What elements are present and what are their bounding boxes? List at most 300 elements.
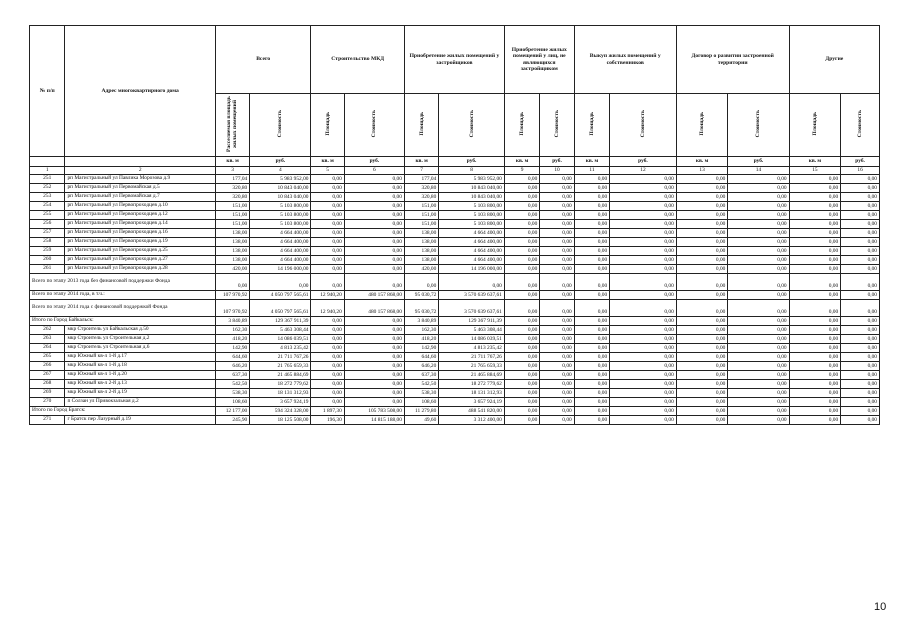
cell-value: 4 664 400,00 bbox=[439, 256, 505, 265]
cell-value: 3 570 639 637,61 bbox=[439, 300, 505, 317]
cell-value: 5 103 800,00 bbox=[439, 211, 505, 220]
unit-label: кв. м bbox=[676, 157, 728, 167]
cell-value: 418,20 bbox=[404, 335, 438, 344]
cell-value: 0,00 bbox=[504, 184, 539, 193]
cell-value: 0,00 bbox=[504, 229, 539, 238]
cell-value: 0,00 bbox=[504, 265, 539, 274]
cell-value: 0,00 bbox=[574, 416, 609, 425]
cell-value: 0,00 bbox=[676, 416, 728, 425]
cell-value: 0,00 bbox=[504, 335, 539, 344]
row-number: 265 bbox=[30, 353, 65, 362]
cell-value: 142,90 bbox=[404, 344, 438, 353]
cell-value: 0,00 bbox=[789, 398, 841, 407]
unit-label: руб. bbox=[610, 157, 677, 167]
cell-value: 0,00 bbox=[540, 398, 574, 407]
cell-value: 0,00 bbox=[841, 238, 880, 247]
cell-value: 0,00 bbox=[540, 256, 574, 265]
unit-label: кв. м bbox=[574, 157, 609, 167]
cell-value: 0,00 bbox=[789, 353, 841, 362]
cell-value: 138,00 bbox=[404, 256, 438, 265]
cell-value: 0,00 bbox=[574, 371, 609, 380]
row-address: Всего по этапу 2013 года без финансовой поддержки Фонда bbox=[30, 274, 216, 291]
cell-value: 0,00 bbox=[841, 380, 880, 389]
cell-value: 0,00 bbox=[215, 274, 249, 291]
cell-value: 151,00 bbox=[404, 202, 438, 211]
cell-value: 0,00 bbox=[789, 202, 841, 211]
table-row bbox=[30, 247, 880, 256]
table-row bbox=[30, 256, 880, 265]
subheader-area: Площадь bbox=[574, 94, 609, 157]
table-row bbox=[30, 265, 880, 274]
cell-value: 0,00 bbox=[676, 389, 728, 398]
cell-value: 637,30 bbox=[215, 371, 249, 380]
cell-value: 0,00 bbox=[574, 344, 609, 353]
cell-value: 4 050 797 565,61 bbox=[250, 291, 311, 300]
cell-value: 10 843 040,00 bbox=[250, 193, 311, 202]
cell-value: 0,00 bbox=[311, 265, 344, 274]
cell-value: 0,00 bbox=[728, 184, 789, 193]
cell-value: 0,00 bbox=[789, 220, 841, 229]
column-number: 14 bbox=[728, 167, 789, 175]
cell-value: 0,00 bbox=[676, 256, 728, 265]
cell-value: 0,00 bbox=[311, 184, 344, 193]
cell-value: 0,00 bbox=[676, 407, 728, 416]
cell-value: 0,00 bbox=[311, 211, 344, 220]
cell-value: 0,00 bbox=[540, 291, 574, 300]
cell-value: 0,00 bbox=[841, 389, 880, 398]
summary-row bbox=[30, 300, 880, 317]
cell-value: 0,00 bbox=[728, 371, 789, 380]
row-number: 270 bbox=[30, 398, 65, 407]
summary-row bbox=[30, 291, 880, 300]
cell-value: 0,00 bbox=[610, 291, 677, 300]
cell-value: 0,00 bbox=[841, 265, 880, 274]
cell-value: 0,00 bbox=[540, 175, 574, 184]
subheader-area: Площадь bbox=[676, 94, 728, 157]
cell-value: 0,00 bbox=[504, 238, 539, 247]
column-number: 7 bbox=[404, 167, 438, 175]
column-number: 10 bbox=[540, 167, 574, 175]
units-row bbox=[30, 157, 880, 167]
header-group-territory: Договор о развитии застроенной территории bbox=[676, 26, 789, 94]
cell-value: 0,00 bbox=[676, 398, 728, 407]
cell-value: 0,00 bbox=[789, 344, 841, 353]
row-address: г Братск пер Лазурный д.19 bbox=[65, 416, 215, 425]
cell-value: 0,00 bbox=[728, 407, 789, 416]
cell-value: 0,00 bbox=[344, 398, 404, 407]
cell-value: 14 196 000,00 bbox=[250, 265, 311, 274]
cell-value: 0,00 bbox=[728, 274, 789, 291]
cell-value: 0,00 bbox=[540, 362, 574, 371]
cell-value: 4 664 400,00 bbox=[250, 247, 311, 256]
row-address: рп Магистральный ул Первопроходцев д.14 bbox=[65, 220, 215, 229]
cell-value: 14 086 039,51 bbox=[250, 335, 311, 344]
cell-value: 0,00 bbox=[841, 256, 880, 265]
row-number: 261 bbox=[30, 265, 65, 274]
cell-value: 0,00 bbox=[728, 193, 789, 202]
cell-value: 0,00 bbox=[841, 193, 880, 202]
cell-value: 0,00 bbox=[728, 300, 789, 317]
cell-value: 108,60 bbox=[404, 398, 438, 407]
cell-value: 1 897,30 bbox=[311, 407, 344, 416]
cell-value: 0,00 bbox=[841, 274, 880, 291]
cell-value: 0,00 bbox=[504, 220, 539, 229]
cell-value: 21 465 884,69 bbox=[439, 371, 505, 380]
cell-value: 0,00 bbox=[789, 317, 841, 326]
cell-value: 0,00 bbox=[574, 256, 609, 265]
cell-value: 0,00 bbox=[311, 202, 344, 211]
cell-value: 0,00 bbox=[540, 220, 574, 229]
cell-value: 0,00 bbox=[311, 398, 344, 407]
cell-value: 18 131 312,93 bbox=[250, 389, 311, 398]
cell-value: 0,00 bbox=[439, 274, 505, 291]
cell-value: 0,00 bbox=[540, 193, 574, 202]
row-number: 264 bbox=[30, 344, 65, 353]
row-number: 255 bbox=[30, 211, 65, 220]
cell-value: 0,00 bbox=[728, 326, 789, 335]
table-row bbox=[30, 335, 880, 344]
cell-value: 480 157 868,00 bbox=[344, 300, 404, 317]
cell-value: 0,00 bbox=[728, 380, 789, 389]
cell-value: 0,00 bbox=[344, 211, 404, 220]
cell-value: 0,00 bbox=[574, 229, 609, 238]
cell-value: 542,50 bbox=[215, 380, 249, 389]
cell-value: 0,00 bbox=[311, 238, 344, 247]
cell-value: 0,00 bbox=[504, 398, 539, 407]
cell-value: 0,00 bbox=[540, 317, 574, 326]
cell-value: 21 711 767,26 bbox=[250, 353, 311, 362]
subheader-area: Площадь bbox=[789, 94, 841, 157]
row-address: рп Магистральный ул Первопроходцев д.10 bbox=[65, 202, 215, 211]
cell-value: 0,00 bbox=[841, 202, 880, 211]
unit-label: руб. bbox=[728, 157, 789, 167]
row-address: рп Магистральный ул Первомайская д.5 bbox=[65, 184, 215, 193]
cell-value: 151,00 bbox=[404, 211, 438, 220]
cell-value: 0,00 bbox=[344, 362, 404, 371]
cell-value: 0,00 bbox=[610, 247, 677, 256]
table-row bbox=[30, 220, 880, 229]
cell-value: 0,00 bbox=[789, 247, 841, 256]
column-number: 6 bbox=[344, 167, 404, 175]
column-number: 13 bbox=[676, 167, 728, 175]
cell-value: 0,00 bbox=[574, 291, 609, 300]
cell-value: 0,00 bbox=[574, 265, 609, 274]
cell-value: 542,50 bbox=[404, 380, 438, 389]
subheader-cost: Стоимость bbox=[540, 94, 574, 157]
cell-value: 0,00 bbox=[540, 238, 574, 247]
cell-value: 14 086 039,51 bbox=[439, 335, 505, 344]
column-number: 3 bbox=[215, 167, 249, 175]
cell-value: 0,00 bbox=[610, 184, 677, 193]
cell-value: 0,00 bbox=[311, 256, 344, 265]
cell-value: 0,00 bbox=[728, 317, 789, 326]
cell-value: 0,00 bbox=[841, 229, 880, 238]
table-row bbox=[30, 389, 880, 398]
cell-value: 3 312 400,00 bbox=[439, 416, 505, 425]
header-group-other: Другие bbox=[789, 26, 879, 94]
cell-value: 0,00 bbox=[841, 175, 880, 184]
cell-value: 0,00 bbox=[676, 184, 728, 193]
table-row bbox=[30, 371, 880, 380]
document-page bbox=[29, 25, 880, 425]
cell-value: 151,00 bbox=[215, 220, 249, 229]
cell-value: 0,00 bbox=[504, 300, 539, 317]
cell-value: 4 664 400,00 bbox=[250, 238, 311, 247]
subheader-area: Площадь bbox=[504, 94, 539, 157]
cell-value: 0,00 bbox=[504, 211, 539, 220]
cell-value: 0,00 bbox=[574, 380, 609, 389]
cell-value: 0,00 bbox=[344, 335, 404, 344]
cell-value: 0,00 bbox=[540, 389, 574, 398]
cell-value: 0,00 bbox=[574, 220, 609, 229]
cell-value: 0,00 bbox=[610, 398, 677, 407]
cell-value: 0,00 bbox=[610, 389, 677, 398]
cell-value: 14 815 188,00 bbox=[344, 416, 404, 425]
column-number: 12 bbox=[610, 167, 677, 175]
cell-value: 3 657 924,19 bbox=[250, 398, 311, 407]
table-row bbox=[30, 416, 880, 425]
cell-value: 0,00 bbox=[728, 238, 789, 247]
cell-value: 0,00 bbox=[504, 353, 539, 362]
cell-value: 0,00 bbox=[250, 274, 311, 291]
cell-value: 0,00 bbox=[610, 326, 677, 335]
cell-value: 0,00 bbox=[504, 380, 539, 389]
cell-value: 0,00 bbox=[789, 229, 841, 238]
cell-value: 0,00 bbox=[676, 265, 728, 274]
cell-value: 0,00 bbox=[540, 344, 574, 353]
cell-value: 0,00 bbox=[676, 291, 728, 300]
subheader-cost: Стоимость bbox=[250, 94, 311, 157]
row-number: 269 bbox=[30, 389, 65, 398]
cell-value: 0,00 bbox=[841, 335, 880, 344]
cell-value: 0,00 bbox=[841, 211, 880, 220]
cell-value: 646,20 bbox=[404, 362, 438, 371]
cell-value: 129 367 911,39 bbox=[250, 317, 311, 326]
cell-value: 0,00 bbox=[344, 353, 404, 362]
cell-value: 0,00 bbox=[841, 184, 880, 193]
cell-value: 151,00 bbox=[215, 202, 249, 211]
cell-value: 12 940,20 bbox=[311, 300, 344, 317]
cell-value: 0,00 bbox=[311, 371, 344, 380]
cell-value: 0,00 bbox=[311, 362, 344, 371]
cell-value: 0,00 bbox=[311, 335, 344, 344]
cell-value: 10 843 040,00 bbox=[439, 184, 505, 193]
cell-value: 18 125 508,00 bbox=[250, 416, 311, 425]
cell-value: 5 103 800,00 bbox=[250, 220, 311, 229]
cell-value: 138,00 bbox=[404, 238, 438, 247]
cell-value: 420,00 bbox=[215, 265, 249, 274]
cell-value: 5 983 952,00 bbox=[250, 175, 311, 184]
cell-value: 105 783 508,00 bbox=[344, 407, 404, 416]
cell-value: 0,00 bbox=[676, 202, 728, 211]
cell-value: 138,00 bbox=[215, 256, 249, 265]
cell-value: 0,00 bbox=[574, 300, 609, 317]
row-address: мкр Южный кв-л 2-й д.13 bbox=[65, 380, 215, 389]
cell-value: 4 664 400,00 bbox=[250, 229, 311, 238]
cell-value: 0,00 bbox=[311, 220, 344, 229]
cell-value: 0,00 bbox=[728, 211, 789, 220]
unit-label: кв. м bbox=[404, 157, 438, 167]
cell-value: 0,00 bbox=[344, 317, 404, 326]
cell-value: 0,00 bbox=[344, 265, 404, 274]
cell-value: 0,00 bbox=[841, 362, 880, 371]
cell-value: 0,00 bbox=[574, 238, 609, 247]
cell-value: 0,00 bbox=[574, 362, 609, 371]
page-number: 10 bbox=[874, 601, 887, 613]
cell-value: 0,00 bbox=[311, 344, 344, 353]
cell-value: 0,00 bbox=[504, 362, 539, 371]
table-row bbox=[30, 380, 880, 389]
cell-value: 0,00 bbox=[311, 193, 344, 202]
cell-value: 538,30 bbox=[215, 389, 249, 398]
cell-value: 151,00 bbox=[404, 220, 438, 229]
unit-label: руб. bbox=[344, 157, 404, 167]
subheader-cost: Стоимость bbox=[728, 94, 789, 157]
cell-value: 0,00 bbox=[728, 202, 789, 211]
subheader-area: Площадь bbox=[404, 94, 438, 157]
cell-value: 14 196 000,00 bbox=[439, 265, 505, 274]
table-row bbox=[30, 184, 880, 193]
cell-value: 3 570 639 637,61 bbox=[439, 291, 505, 300]
row-address: мкр Южный кв-л 1-й д.20 bbox=[65, 371, 215, 380]
cell-value: 0,00 bbox=[610, 317, 677, 326]
cell-value: 138,00 bbox=[404, 247, 438, 256]
cell-value: 0,00 bbox=[841, 353, 880, 362]
cell-value: 0,00 bbox=[610, 220, 677, 229]
cell-value: 0,00 bbox=[504, 291, 539, 300]
cell-value: 21 465 884,69 bbox=[250, 371, 311, 380]
cell-value: 0,00 bbox=[728, 335, 789, 344]
cell-value: 129 367 911,39 bbox=[439, 317, 505, 326]
cell-value: 320,80 bbox=[215, 184, 249, 193]
subheader-cost: Стоимость bbox=[610, 94, 677, 157]
cell-value: 0,00 bbox=[676, 274, 728, 291]
cell-value: 142,90 bbox=[215, 344, 249, 353]
cell-value: 5 103 800,00 bbox=[439, 220, 505, 229]
cell-value: 0,00 bbox=[504, 389, 539, 398]
row-address: мкр Южный кв-л 1-й д.18 bbox=[65, 362, 215, 371]
cell-value: 0,00 bbox=[676, 344, 728, 353]
cell-value: 0,00 bbox=[610, 407, 677, 416]
cell-value: 10 843 040,00 bbox=[439, 193, 505, 202]
cell-value: 0,00 bbox=[344, 380, 404, 389]
cell-value: 0,00 bbox=[504, 326, 539, 335]
column-number: 9 bbox=[504, 167, 539, 175]
cell-value: 49,60 bbox=[404, 416, 438, 425]
cell-value: 644,60 bbox=[404, 353, 438, 362]
cell-value: 488 541 820,00 bbox=[439, 407, 505, 416]
cell-value: 0,00 bbox=[676, 175, 728, 184]
row-number: 257 bbox=[30, 229, 65, 238]
cell-value: 95 030,72 bbox=[404, 291, 438, 300]
cell-value: 0,00 bbox=[728, 175, 789, 184]
cell-value: 0,00 bbox=[789, 211, 841, 220]
cell-value: 0,00 bbox=[728, 247, 789, 256]
cell-value: 0,00 bbox=[574, 398, 609, 407]
cell-value: 0,00 bbox=[311, 229, 344, 238]
subheader-cost: Стоимость bbox=[344, 94, 404, 157]
column-number: 5 bbox=[311, 167, 344, 175]
cell-value: 0,00 bbox=[789, 389, 841, 398]
cell-value: 0,00 bbox=[311, 317, 344, 326]
cell-value: 0,00 bbox=[540, 300, 574, 317]
cell-value: 0,00 bbox=[789, 256, 841, 265]
cell-value: 0,00 bbox=[728, 256, 789, 265]
table-row bbox=[30, 362, 880, 371]
cell-value: 0,00 bbox=[676, 317, 728, 326]
cell-value: 0,00 bbox=[676, 353, 728, 362]
cell-value: 138,00 bbox=[215, 247, 249, 256]
cell-value: 0,00 bbox=[344, 371, 404, 380]
cell-value: 0,00 bbox=[311, 389, 344, 398]
cell-value: 0,00 bbox=[610, 344, 677, 353]
row-address: рп Магистральный ул Первопроходцев д.19 bbox=[65, 238, 215, 247]
row-address: Итого по Город Братск: bbox=[30, 407, 216, 416]
unit-label: руб. bbox=[841, 157, 880, 167]
cell-value: 0,00 bbox=[344, 344, 404, 353]
cell-value: 0,00 bbox=[728, 220, 789, 229]
subheader-cost: Стоимость bbox=[841, 94, 880, 157]
cell-value: 11 279,80 bbox=[404, 407, 438, 416]
cell-value: 0,00 bbox=[344, 220, 404, 229]
cell-value: 0,00 bbox=[344, 193, 404, 202]
cell-value: 0,00 bbox=[344, 229, 404, 238]
column-number-row bbox=[30, 167, 880, 175]
summary-row bbox=[30, 274, 880, 291]
cell-value: 0,00 bbox=[841, 300, 880, 317]
row-address: мкр Южный кв-л 2-й д.19 bbox=[65, 389, 215, 398]
cell-value: 0,00 bbox=[610, 211, 677, 220]
row-number: 260 bbox=[30, 256, 65, 265]
cell-value: 0,00 bbox=[540, 247, 574, 256]
cell-value: 0,00 bbox=[676, 247, 728, 256]
unit-label: кв. м bbox=[504, 157, 539, 167]
cell-value: 646,20 bbox=[215, 362, 249, 371]
cell-value: 3 657 924,19 bbox=[439, 398, 505, 407]
cell-value: 0,00 bbox=[344, 274, 404, 291]
row-address: мкр Строитель ул Байкальская д.50 bbox=[65, 326, 215, 335]
row-address: рп Магистральный ул Первомайская д.7 bbox=[65, 193, 215, 202]
cell-value: 0,00 bbox=[574, 193, 609, 202]
subheader-resettled-area: Расселяемая площадь жилых помещений bbox=[215, 94, 249, 157]
row-number: 267 bbox=[30, 371, 65, 380]
column-number: 11 bbox=[574, 167, 609, 175]
cell-value: 0,00 bbox=[728, 416, 789, 425]
cell-value: 4 664 400,00 bbox=[439, 229, 505, 238]
row-address: рп Магистральный ул Первопроходцев д.25 bbox=[65, 247, 215, 256]
cell-value: 0,00 bbox=[789, 238, 841, 247]
cell-value: 0,00 bbox=[574, 184, 609, 193]
cell-value: 0,00 bbox=[504, 371, 539, 380]
row-address: рп Магистральный ул Павлика Морозова д.9 bbox=[65, 175, 215, 184]
cell-value: 95 030,72 bbox=[404, 300, 438, 317]
row-address: мкр Строитель ул Строительная д.2 bbox=[65, 335, 215, 344]
cell-value: 0,00 bbox=[676, 220, 728, 229]
cell-value: 0,00 bbox=[540, 380, 574, 389]
cell-value: 3 840,89 bbox=[215, 317, 249, 326]
cell-value: 0,00 bbox=[610, 274, 677, 291]
cell-value: 0,00 bbox=[311, 380, 344, 389]
subheader-area: Площадь bbox=[311, 94, 344, 157]
cell-value: 0,00 bbox=[504, 247, 539, 256]
cell-value: 0,00 bbox=[841, 220, 880, 229]
cell-value: 0,00 bbox=[728, 265, 789, 274]
cell-value: 0,00 bbox=[610, 335, 677, 344]
cell-value: 0,00 bbox=[504, 193, 539, 202]
cell-value: 0,00 bbox=[728, 344, 789, 353]
cell-value: 0,00 bbox=[789, 274, 841, 291]
header-group-non-developers: Приобретение жилых помещений у лиц, не являющихся застройщиком bbox=[504, 26, 574, 94]
